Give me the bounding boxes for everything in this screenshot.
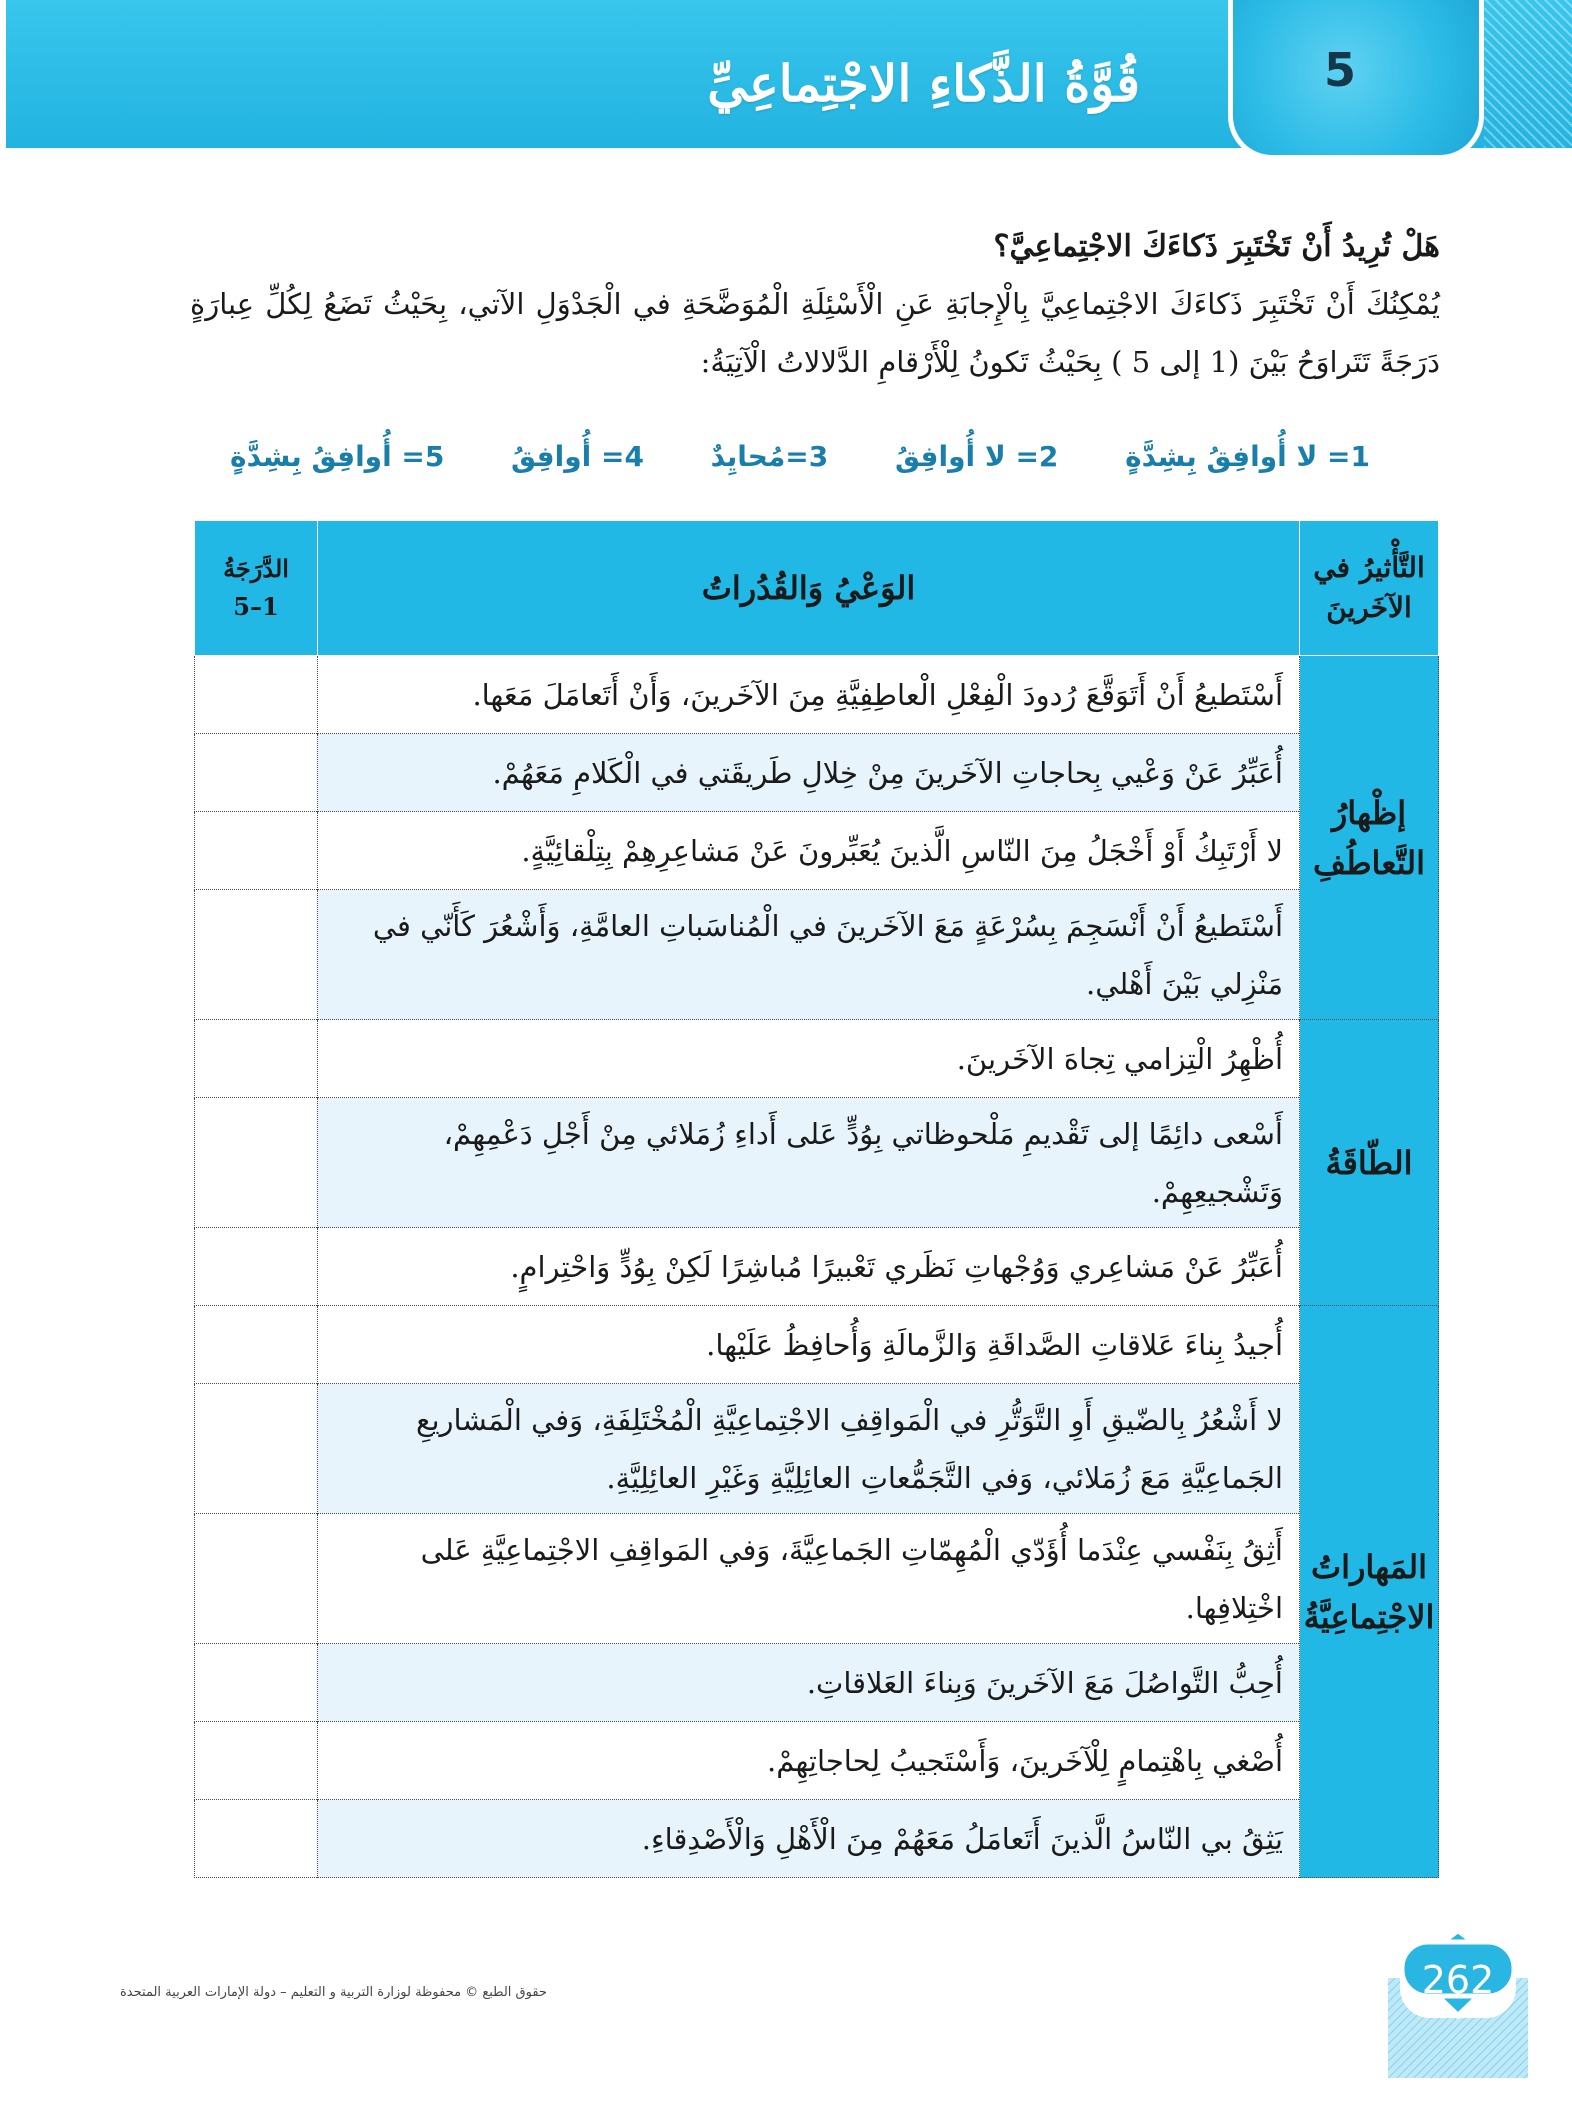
statement-cell: أُظْهِرُ الْتِزامي تِجاهَ الآخَرينَ.	[318, 1020, 1300, 1098]
score-cell[interactable]	[195, 734, 318, 812]
chapter-title: قُوَّةُ الذَّكاءِ الاجْتِماعِيِّ	[707, 54, 1140, 113]
table-row	[195, 1514, 1439, 1644]
social-intelligence-table	[194, 520, 1439, 1878]
statement-cell: أُحِبُّ التَّواصُلَ مَعَ الآخَرينَ وَبِناءَ العَلاقاتِ.	[318, 1644, 1300, 1722]
table-row	[195, 812, 1439, 890]
intro-question: هَلْ تُرِيدُ أَنْ تَخْتَبِرَ ذَكاءَكَ الاجْتِماعِيَّ؟	[993, 229, 1440, 264]
score-cell[interactable]	[195, 1098, 318, 1228]
table-row	[195, 1306, 1439, 1384]
statement-cell: أُجيدُ بِناءَ عَلاقاتِ الصَّداقَةِ وَالزَّمالَةِ وَأُحافِظُ عَلَيْها.	[318, 1306, 1300, 1384]
statement-cell: أُعَبِّرُ عَنْ وَعْيي بِحاجاتِ الآخَرينَ مِنْ خِلالِ طَريقَتي في الْكَلامِ مَعَهُمْ.	[318, 734, 1300, 812]
table-row	[195, 1722, 1439, 1800]
intro-paragraph: يُمْكِنُكَ أَنْ تَخْتَبِرَ ذَكاءَكَ الاجْتِماعِيَّ بِالْإِجابَةِ عَنِ الْأَسْئِلَةِ الْمُوَضَّحَةِ في الْجَدْوَلِ الآتي، بِحَيْثُ تَضَعُ لِكُلِّ عِبارَةٍ دَرَجَةً تَتَراوَحُ بَيْنَ (1 إلى 5 ) بِحَيْثُ تَكونُ لِلْأَرْقامِ الدَّلالاتُ الْآتِيَةُ:	[190, 287, 1440, 379]
statement-cell: أَثِقُ بِنَفْسي عِنْدَما أُؤَدّي الْمُهِمّاتِ الجَماعِيَّةَ، وَفي المَواقِفِ الاجْتِماعِيَّةِ عَلى اخْتِلافِها.	[318, 1514, 1300, 1644]
header-abilities: الوَعْيُ وَالقُدُراتُ	[318, 521, 1300, 656]
statement-cell: لا أَرْتَبِكُ أَوْ أَخْجَلُ مِنَ النّاسِ الَّذينَ يُعَبِّرونَ عَنْ مَشاعِرِهِمْ بِتِلْقائِيَّةٍ.	[318, 812, 1300, 890]
table-row	[195, 656, 1439, 734]
banner-pattern	[1484, 0, 1572, 148]
score-cell[interactable]	[195, 1306, 318, 1384]
statement-cell: أُصْغي بِاهْتِمامٍ لِلْآخَرينَ، وَأَسْتَجيبُ لِحاجاتِهِمْ.	[318, 1722, 1300, 1800]
score-cell[interactable]	[195, 1020, 318, 1098]
statement-cell: لا أَشْعُرُ بِالضّيقِ أَوِ التَّوَتُّرِ في الْمَواقِفِ الاجْتِماعِيَّةِ الْمُخْتَلِفَةِ، وَفي الْمَشاريعِ الجَماعِيَّةِ مَعَ زُمَلائي، وَفي التَّجَمُّعاتِ العائِلِيَّةِ وَغَيْرِ العائِلِيَّةِ.	[318, 1384, 1300, 1514]
table-row	[195, 1098, 1439, 1228]
table-header-row	[195, 521, 1439, 656]
rating-scale	[230, 430, 1370, 482]
scale-item: 3=مُحايِدٌ	[710, 439, 829, 473]
header-degree-label: الدَّرَجَةُ	[223, 554, 289, 583]
score-cell[interactable]	[195, 1722, 318, 1800]
chapter-number: 5	[1323, 43, 1356, 97]
table-row	[195, 1800, 1439, 1878]
table-row	[195, 1384, 1439, 1514]
statement-cell: أَسْتَطيعُ أَنْ أَنْسَجِمَ بِسُرْعَةٍ مَعَ الآخَرينَ في الْمُناسَباتِ العامَّةِ، وَأَشْعُرَ كَأَنّي في مَنْزِلي بَيْنَ أَهْلي.	[318, 890, 1300, 1020]
statement-cell: أُعَبِّرُ عَنْ مَشاعِري وَوُجْهاتِ نَظَري تَعْبيرًا مُباشِرًا لَكِنْ بِوُدٍّ وَاحْتِرامٍ.	[318, 1228, 1300, 1306]
header-degree	[195, 521, 318, 656]
score-cell[interactable]	[195, 1228, 318, 1306]
table-row	[195, 890, 1439, 1020]
score-cell[interactable]	[195, 890, 318, 1020]
table-row	[195, 1228, 1439, 1306]
table-row	[195, 1020, 1439, 1098]
score-cell[interactable]	[195, 1800, 318, 1878]
table-row	[195, 734, 1439, 812]
scale-item: 4= أُوافِقُ	[511, 439, 644, 473]
page-number: 262	[1421, 1958, 1495, 2002]
header-impact: التَّأْثيرُ في الآخَرينَ	[1300, 521, 1439, 656]
score-cell[interactable]	[195, 1644, 318, 1722]
copyright-text: حقوق الطبع © محفوظة لوزارة التربية و التعليم – دولة الإمارات العربية المتحدة	[120, 1985, 547, 2000]
scale-item: 2= لا أُوافِقُ	[894, 439, 1059, 473]
statement-cell: أَسْتَطيعُ أَنْ أَتَوَقَّعَ رُدودَ الْفِعْلِ الْعاطِفِيَّةِ مِنَ الآخَرينَ، وَأَنْ أَتَعامَلَ مَعَها.	[318, 656, 1300, 734]
category-cell: المَهاراتُ الاجْتِماعِيَّةُ	[1300, 1306, 1439, 1878]
statement-cell: أَسْعى دائِمًا إلى تَقْديمِ مَلْحوظاتي بِوُدٍّ عَلى أَداءِ زُمَلائي مِنْ أَجْلِ دَعْمِهِمْ، وَتَشْجيعِهِمْ.	[318, 1098, 1300, 1228]
category-cell: الطّاقَةُ	[1300, 1020, 1439, 1306]
score-cell[interactable]	[195, 1514, 318, 1644]
statement-cell: يَثِقُ بي النّاسُ الَّذينَ أَتَعامَلُ مَعَهُمْ مِنَ الْأَهْلِ وَالْأَصْدِقاءِ.	[318, 1800, 1300, 1878]
header-degree-range: 5–1	[233, 592, 279, 621]
score-cell[interactable]	[195, 812, 318, 890]
score-cell[interactable]	[195, 1384, 318, 1514]
score-cell[interactable]	[195, 656, 318, 734]
scale-item: 5= أُوافِقُ بِشِدَّةٍ	[230, 439, 445, 473]
table-row	[195, 1644, 1439, 1722]
category-cell: إظْهارُ التَّعاطُفِ	[1300, 656, 1439, 1020]
scale-item: 1= لا أُوافِقُ بِشِدَّةٍ	[1125, 439, 1370, 473]
